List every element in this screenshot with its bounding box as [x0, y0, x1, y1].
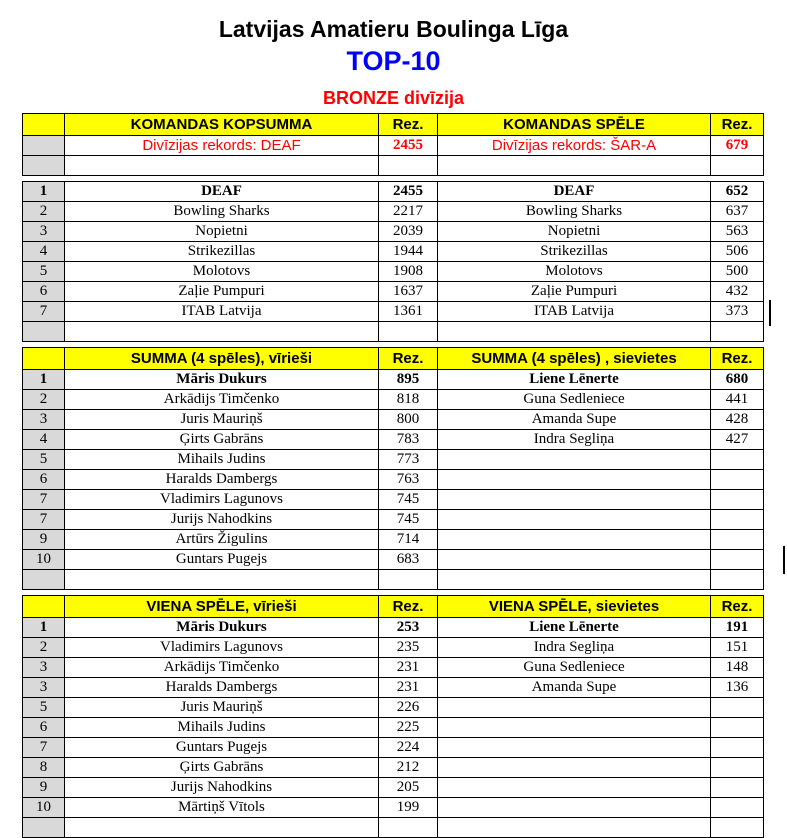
rank-cell: 7 — [23, 490, 65, 510]
name-cell-right — [438, 738, 711, 758]
section-title-left: SUMMA (4 spēles), vīrieši — [65, 348, 379, 370]
score-cell-left — [379, 818, 438, 838]
score-cell-right: 506 — [711, 242, 764, 262]
name-cell-right: Guna Sedleniece — [438, 658, 711, 678]
name-cell-right: Amanda Supe — [438, 678, 711, 698]
rank-cell: 6 — [23, 282, 65, 302]
table-row — [23, 778, 764, 798]
name-cell-left: Nopietni — [65, 222, 379, 242]
table-row — [23, 638, 764, 658]
table-row — [23, 798, 764, 818]
score-cell-left: 745 — [379, 510, 438, 530]
name-cell-left: Arkādijs Timčenko — [65, 658, 379, 678]
record-label-left: Divīzijas rekords: DEAF — [65, 136, 379, 156]
score-cell-left: 773 — [379, 450, 438, 470]
table-row — [23, 390, 764, 410]
section-title-right: VIENA SPĒLE, sievietes — [438, 596, 711, 618]
rank-cell: 1 — [23, 182, 65, 202]
table-row — [23, 450, 764, 470]
name-cell-right — [438, 798, 711, 818]
table-row — [23, 490, 764, 510]
record-row — [23, 136, 764, 156]
rank-cell: 5 — [23, 262, 65, 282]
name-cell-right: Molotovs — [438, 262, 711, 282]
name-cell-left: Zaļie Pumpuri — [65, 282, 379, 302]
name-cell-right — [438, 758, 711, 778]
score-cell-right: 373 — [711, 302, 764, 322]
name-cell-right: Liene Lēnerte — [438, 618, 711, 638]
name-cell-left: Vladimirs Lagunovs — [65, 490, 379, 510]
rank-cell: 4 — [23, 242, 65, 262]
name-cell-left: Jurijs Nahodkins — [65, 510, 379, 530]
name-cell-right — [438, 550, 711, 570]
score-cell-left: 1361 — [379, 302, 438, 322]
rez-header-right: Rez. — [711, 114, 764, 136]
table-row — [23, 222, 764, 242]
name-cell-right: Strikezillas — [438, 242, 711, 262]
name-cell-right — [438, 778, 711, 798]
record-value-left: 2455 — [379, 136, 438, 156]
rank-cell: 2 — [23, 638, 65, 658]
name-cell-right — [438, 510, 711, 530]
table-row — [23, 430, 764, 450]
empty-row — [23, 818, 764, 838]
name-cell-left: Bowling Sharks — [65, 202, 379, 222]
score-cell-left: 231 — [379, 678, 438, 698]
score-cell-right: 563 — [711, 222, 764, 242]
name-cell-left: Artūrs Žigulins — [65, 530, 379, 550]
name-cell-left: Molotovs — [65, 262, 379, 282]
score-cell-left: 895 — [379, 370, 438, 390]
score-cell-left: 225 — [379, 718, 438, 738]
score-cell-left: 745 — [379, 490, 438, 510]
name-cell-left: DEAF — [65, 182, 379, 202]
rank-cell: 10 — [23, 798, 65, 818]
score-cell-left: 714 — [379, 530, 438, 550]
table-row — [23, 302, 764, 322]
score-cell-left: 683 — [379, 550, 438, 570]
score-cell-right — [711, 818, 764, 838]
name-cell-left: Guntars Pugejs — [65, 738, 379, 758]
name-cell-left: Māris Dukurs — [65, 370, 379, 390]
table-row — [23, 550, 764, 570]
page-title: Latvijas Amatieru Boulinga Līga — [218, 16, 569, 42]
name-cell-right — [438, 718, 711, 738]
rez-header-left: Rez. — [379, 348, 438, 370]
score-cell-left: 1637 — [379, 282, 438, 302]
score-cell-right — [711, 798, 764, 818]
name-cell-right — [438, 322, 711, 342]
name-cell-left — [65, 156, 379, 176]
rank-cell: 6 — [23, 718, 65, 738]
score-cell-right: 432 — [711, 282, 764, 302]
rank-cell: 2 — [23, 202, 65, 222]
score-cell-left: 2217 — [379, 202, 438, 222]
score-cell-left: 800 — [379, 410, 438, 430]
score-cell-left: 1944 — [379, 242, 438, 262]
score-cell-right — [711, 470, 764, 490]
name-cell-left: Arkādijs Timčenko — [65, 390, 379, 410]
score-cell-right — [711, 718, 764, 738]
name-cell-right: Bowling Sharks — [438, 202, 711, 222]
stray-border-artifact — [783, 546, 785, 574]
table-row — [23, 698, 764, 718]
score-cell-right — [711, 738, 764, 758]
rank-cell — [23, 156, 65, 176]
score-cell-left: 818 — [379, 390, 438, 410]
score-cell-left: 783 — [379, 430, 438, 450]
table-row — [23, 470, 764, 490]
section-header-row — [23, 114, 764, 136]
name-cell-right: Indra Segliņa — [438, 430, 711, 450]
name-cell-left: Mihails Judins — [65, 450, 379, 470]
rank-cell: 1 — [23, 370, 65, 390]
name-cell-right: ITAB Latvija — [438, 302, 711, 322]
score-cell-left: 224 — [379, 738, 438, 758]
rank-cell — [23, 570, 65, 590]
score-cell-left: 1908 — [379, 262, 438, 282]
rank-cell: 3 — [23, 678, 65, 698]
rank-cell: 9 — [23, 778, 65, 798]
name-cell-left: Mārtiņš Vītols — [65, 798, 379, 818]
name-cell-left: Haralds Dambergs — [65, 470, 379, 490]
rank-cell: 7 — [23, 738, 65, 758]
score-cell-right — [711, 778, 764, 798]
rank-header-cell — [23, 596, 65, 618]
standings-table — [22, 113, 764, 838]
score-cell-right — [711, 510, 764, 530]
rank-cell: 2 — [23, 390, 65, 410]
score-cell-right — [711, 490, 764, 510]
table-row — [23, 182, 764, 202]
name-cell-right — [438, 450, 711, 470]
empty-row — [23, 322, 764, 342]
score-cell-right: 428 — [711, 410, 764, 430]
score-cell-right: 680 — [711, 370, 764, 390]
rank-cell: 5 — [23, 698, 65, 718]
rank-cell: 7 — [23, 302, 65, 322]
rank-cell — [23, 818, 65, 838]
score-cell-right — [711, 530, 764, 550]
name-cell-right — [438, 470, 711, 490]
table-row — [23, 658, 764, 678]
score-cell-left: 763 — [379, 470, 438, 490]
name-cell-left: Ģirts Gabrāns — [65, 758, 379, 778]
rank-header-cell — [23, 348, 65, 370]
section-title-right: SUMMA (4 spēles) , sievietes — [438, 348, 711, 370]
name-cell-right: Zaļie Pumpuri — [438, 282, 711, 302]
score-cell-right: 427 — [711, 430, 764, 450]
rez-header-left: Rez. — [379, 114, 438, 136]
score-cell-right — [711, 758, 764, 778]
score-cell-left: 205 — [379, 778, 438, 798]
table-row — [23, 410, 764, 430]
rank-cell: 6 — [23, 470, 65, 490]
name-cell-right: Indra Segliņa — [438, 638, 711, 658]
table-row — [23, 618, 764, 638]
score-cell-left: 235 — [379, 638, 438, 658]
score-cell-right: 652 — [711, 182, 764, 202]
name-cell-right — [438, 156, 711, 176]
score-cell-left: 2039 — [379, 222, 438, 242]
table-row — [23, 202, 764, 222]
table-row — [23, 510, 764, 530]
rank-cell: 1 — [23, 618, 65, 638]
rank-cell: 3 — [23, 658, 65, 678]
table-row — [23, 718, 764, 738]
score-cell-left: 212 — [379, 758, 438, 778]
name-cell-left: Juris Mauriņš — [65, 698, 379, 718]
table-row — [23, 262, 764, 282]
table-row — [23, 370, 764, 390]
table-row — [23, 282, 764, 302]
rank-cell: 3 — [23, 222, 65, 242]
table-row — [23, 242, 764, 262]
rank-cell: 5 — [23, 450, 65, 470]
score-cell-right — [711, 570, 764, 590]
score-cell-left: 253 — [379, 618, 438, 638]
score-cell-left: 226 — [379, 698, 438, 718]
record-value-right: 679 — [711, 136, 764, 156]
division-label: BRONZE divīzija — [322, 88, 465, 108]
name-cell-left: ITAB Latvija — [65, 302, 379, 322]
name-cell-left: Mihails Judins — [65, 718, 379, 738]
name-cell-right — [438, 490, 711, 510]
name-cell-right — [438, 530, 711, 550]
name-cell-left: Vladimirs Lagunovs — [65, 638, 379, 658]
record-label-right: Divīzijas rekords: ŠAR-A — [438, 136, 711, 156]
score-cell-left: 2455 — [379, 182, 438, 202]
score-cell-left — [379, 570, 438, 590]
name-cell-right: Amanda Supe — [438, 410, 711, 430]
rank-cell — [23, 322, 65, 342]
rez-header-right: Rez. — [711, 596, 764, 618]
rank-cell: 7 — [23, 510, 65, 530]
score-cell-left — [379, 156, 438, 176]
section-title-left: KOMANDAS KOPSUMMA — [65, 114, 379, 136]
rank-header-cell — [23, 114, 65, 136]
section-header-row — [23, 348, 764, 370]
name-cell-left: Māris Dukurs — [65, 618, 379, 638]
table-row — [23, 738, 764, 758]
score-cell-right — [711, 156, 764, 176]
score-cell-right: 637 — [711, 202, 764, 222]
name-cell-right: Nopietni — [438, 222, 711, 242]
section-header-row — [23, 596, 764, 618]
rank-cell: 9 — [23, 530, 65, 550]
name-cell-left: Ģirts Gabrāns — [65, 430, 379, 450]
name-cell-right: Guna Sedleniece — [438, 390, 711, 410]
table-row — [23, 678, 764, 698]
section-title-left: VIENA SPĒLE, vīrieši — [65, 596, 379, 618]
table-row — [23, 530, 764, 550]
score-cell-left: 199 — [379, 798, 438, 818]
rank-cell: 4 — [23, 430, 65, 450]
name-cell-left — [65, 570, 379, 590]
score-cell-left: 231 — [379, 658, 438, 678]
name-cell-right: DEAF — [438, 182, 711, 202]
rez-header-left: Rez. — [379, 596, 438, 618]
section-title-right: KOMANDAS SPĒLE — [438, 114, 711, 136]
score-cell-right: 500 — [711, 262, 764, 282]
score-cell-right — [711, 450, 764, 470]
name-cell-left: Strikezillas — [65, 242, 379, 262]
name-cell-right — [438, 570, 711, 590]
rez-header-right: Rez. — [711, 348, 764, 370]
score-cell-right — [711, 550, 764, 570]
name-cell-left: Jurijs Nahodkins — [65, 778, 379, 798]
name-cell-left — [65, 322, 379, 342]
score-cell-right — [711, 322, 764, 342]
name-cell-right: Liene Lēnerte — [438, 370, 711, 390]
name-cell-left — [65, 818, 379, 838]
score-cell-right — [711, 698, 764, 718]
name-cell-left: Haralds Dambergs — [65, 678, 379, 698]
name-cell-right — [438, 818, 711, 838]
score-cell-right: 441 — [711, 390, 764, 410]
score-cell-right: 191 — [711, 618, 764, 638]
score-cell-right: 148 — [711, 658, 764, 678]
rank-cell: 3 — [23, 410, 65, 430]
stray-border-artifact — [769, 300, 771, 326]
score-cell-right: 151 — [711, 638, 764, 658]
rank-cell: 8 — [23, 758, 65, 778]
score-cell-right: 136 — [711, 678, 764, 698]
empty-row — [23, 156, 764, 176]
score-cell-left — [379, 322, 438, 342]
table-row — [23, 758, 764, 778]
name-cell-left: Guntars Pugejs — [65, 550, 379, 570]
rank-cell — [23, 136, 65, 156]
page-subtitle: TOP-10 — [346, 46, 441, 76]
name-cell-left: Juris Mauriņš — [65, 410, 379, 430]
name-cell-right — [438, 698, 711, 718]
empty-row — [23, 570, 764, 590]
rank-cell: 10 — [23, 550, 65, 570]
